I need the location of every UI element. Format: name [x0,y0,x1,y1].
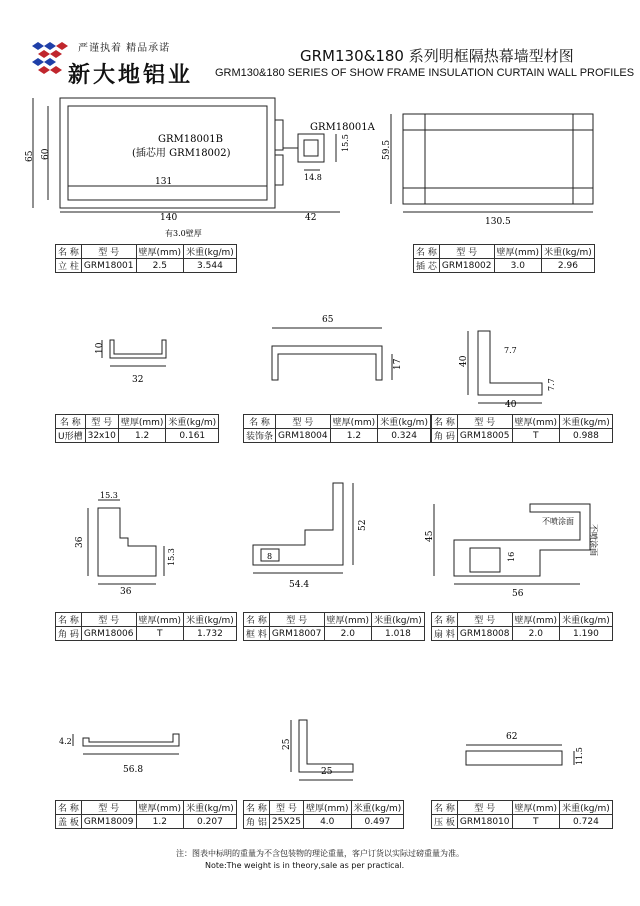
footer-note-cn: 注：图表中标明的重量为不含包装物的理论重量，客户订货以实际过磅重量为准。 [176,849,464,858]
spec-table-grm18007: 名 称 型 号 壁厚(mm) 米重(kg/m) 框 料 GRM18007 2.0 1.018 [243,612,425,641]
page-subtitle: GRM130&180 SERIES OF SHOW FRAME INSULATION CURTAIN WALL PROFILES [215,67,635,79]
dim-52: 52 [358,519,368,531]
dim-45: 45 [425,530,435,542]
label-grm18001b: GRM18001B [158,134,223,145]
spec-table-grm18009: 名 称 型 号 壁厚(mm) 米重(kg/m) 盖 板 GRM18009 1.2 0.207 [55,800,237,829]
table-row: 插 芯 GRM18002 3.0 2.96 [414,259,595,273]
drawing-grm18006 [60,490,190,600]
table-row: 立 柱 GRM18001 2.5 3.544 [56,259,237,273]
table-row: 框 料 GRM18007 2.0 1.018 [244,627,425,641]
dim-25-w: 25 [321,767,333,777]
dim-17: 17 [393,358,403,370]
label-grm18001b-note: (插芯用 GRM18002) [132,148,231,159]
dim-131: 131 [155,177,173,187]
drawing-angle-25x25 [275,712,375,787]
dim-4-2: 4.2 [59,737,72,746]
th-model: 型 号 [81,245,136,259]
drawing-grm18005 [450,325,570,410]
dim-60: 60 [41,148,51,160]
dim-10: 10 [95,342,105,354]
company-name: 新大地铝业 [68,62,194,88]
note-no-coating-2: 不喷涂面 [589,524,598,556]
note-wall-thickness: 有3.0壁厚 [165,229,202,238]
dim-15-5: 15.5 [341,134,350,152]
dim-7-7-a: 7.7 [504,346,517,355]
page-title: GRM130&180 系列明框隔热幕墙型材图 [300,47,574,65]
spec-table-grm18006: 名 称 型 号 壁厚(mm) 米重(kg/m) 角 码 GRM18006 T 1.732 [55,612,237,641]
spec-table-angle-25x25: 名 称 型 号 壁厚(mm) 米重(kg/m) 角 铝 25X25 4.0 0.497 [243,800,404,829]
dim-36-h: 36 [75,536,85,548]
th-weight: 米重(kg/m) [184,245,237,259]
table-row: 扇 料 GRM18008 2.0 1.190 [432,627,613,641]
spec-table-grm18010: 名 称 型 号 壁厚(mm) 米重(kg/m) 压 板 GRM18010 T 0.724 [431,800,613,829]
dim-36-w: 36 [120,587,132,597]
dim-62: 62 [506,732,518,742]
company-logo-icon [28,40,68,76]
drawing-grm18007 [245,475,385,600]
dim-11-5: 11.5 [575,747,584,765]
dim-56: 56 [512,589,524,599]
drawing-grm18002 [382,100,620,235]
note-no-coating-1: 不喷涂面 [542,517,574,526]
table-row: 压 板 GRM18010 T 0.724 [432,815,613,829]
spec-table-grm18008: 名 称 型 号 壁厚(mm) 米重(kg/m) 扇 料 GRM18008 2.0 1.190 [431,612,613,641]
drawing-grm18004 [258,310,403,390]
drawing-grm18001 [20,90,380,240]
company-slogan: 严谨执着 精品承诺 [78,43,171,54]
dim-40-h: 40 [459,355,469,367]
dim-56-8: 56.8 [123,765,144,775]
dim-140: 140 [160,213,178,223]
table-row: 盖 板 GRM18009 1.2 0.207 [56,815,237,829]
dim-16: 16 [507,551,516,562]
label-grm18001a: GRM18001A [310,122,375,133]
dim-130-5: 130.5 [485,217,511,227]
table-row: 角 铝 25X25 4.0 0.497 [244,815,404,829]
spec-table-grm18001 [55,244,237,273]
table-row: 装饰条 GRM18004 1.2 0.324 [244,429,431,443]
spec-table-grm18002: 名 称 型 号 壁厚(mm) 米重(kg/m) 插 芯 GRM18002 3.0 2.96 [413,244,595,273]
dim-25-h: 25 [282,738,292,750]
spec-table-u-channel: 名 称 型 号 壁厚(mm) 米重(kg/m) U形槽 32x10 1.2 0.161 [55,414,219,443]
dim-32: 32 [132,375,144,385]
spec-table-grm18004: 名 称 型 号 壁厚(mm) 米重(kg/m) 装饰条 GRM18004 1.2 0.324 [243,414,431,443]
footer-note-en: Note:The weight is in theory,sale as per practical. [205,861,405,870]
dim-15-3-top: 15.3 [100,491,118,500]
table-row: 角 码 GRM18006 T 1.732 [56,627,237,641]
dim-42: 42 [305,213,317,223]
spec-table-grm18005: 名 称 型 号 壁厚(mm) 米重(kg/m) 角 码 GRM18005 T 0.988 [431,414,613,443]
table-row: 角 码 GRM18005 T 0.988 [432,429,613,443]
dim-15-3-right: 15.3 [167,548,176,566]
drawing-grm18008 [420,490,610,600]
dim-65: 65 [322,315,334,325]
dim-40-w: 40 [505,400,517,410]
drawing-grm18010 [450,725,600,785]
dim-59-5: 59.5 [382,139,392,160]
dim-54-4: 54.4 [289,580,310,590]
dim-7-7-b: 7.7 [547,378,556,391]
table-row: U形槽 32x10 1.2 0.161 [56,429,219,443]
dim-65: 65 [25,150,35,162]
dim-14-8: 14.8 [304,173,322,182]
drawing-u-channel [88,330,188,400]
th-name: 名 称 [56,245,82,259]
dim-8: 8 [267,552,273,561]
th-wall: 壁厚(mm) [136,245,184,259]
drawing-grm18009 [55,720,195,785]
